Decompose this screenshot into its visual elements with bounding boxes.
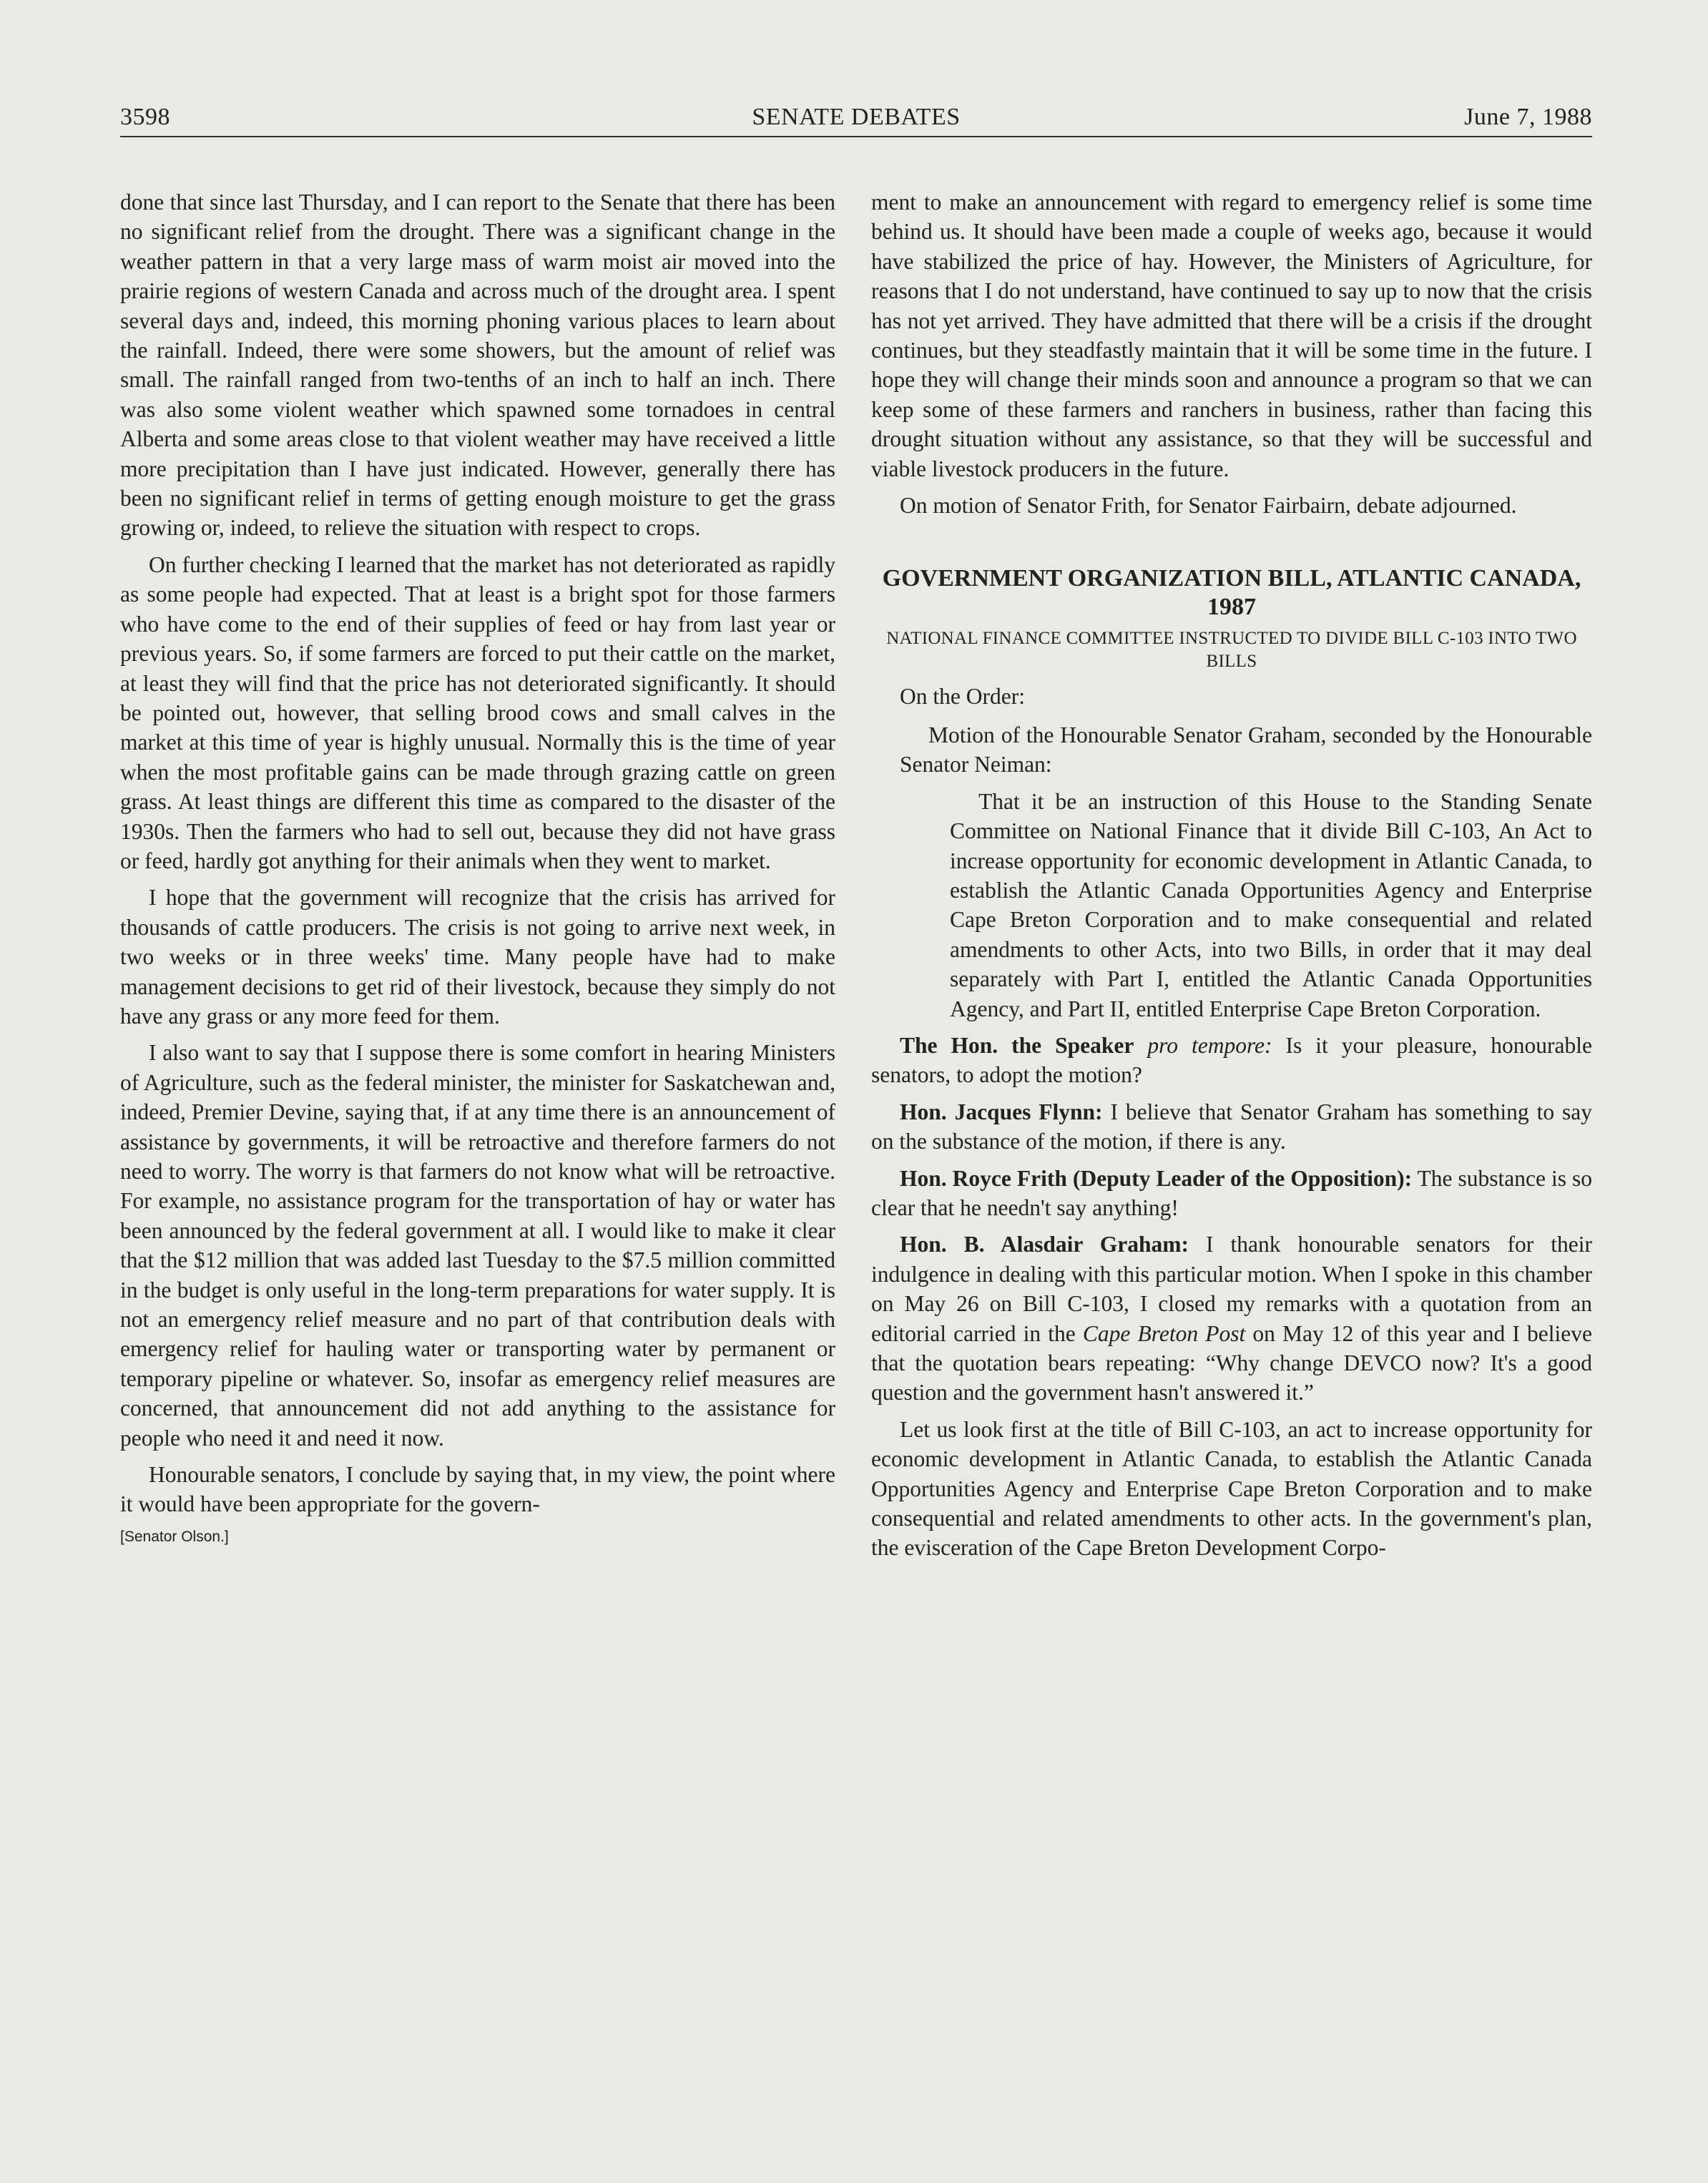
speech-speaker-pro-tempore: [871, 1031, 1592, 1090]
speaker-name: Hon. Royce Frith (Deputy Leader of the Opposition):: [900, 1165, 1413, 1191]
speaker-name: The Hon. the Speaker: [900, 1032, 1134, 1058]
speaker-name: Hon. Jacques Flynn:: [900, 1099, 1103, 1124]
order-line: On the Order:: [900, 684, 1025, 710]
speaker-footnote: [Senator Olson.]: [120, 1528, 229, 1545]
page-number: 3598: [120, 104, 170, 130]
speech-frith: [871, 1164, 1592, 1223]
publication-title: SENATE DEBATES: [752, 104, 961, 130]
speech-text: Is it your pleasure, honourable senators, to adopt the motion?: [871, 1032, 1593, 1088]
issue-date: June 7, 1988: [1464, 104, 1592, 130]
motion-text: That it be an instruction of this House to the Standing Senate Committee on National Finance that it divide Bill C-103, An Act to increase opportunity for economic development in Atlantic Canada, to establish the Atlantic Canada Opportunities Agency and Enterprise Cape Breton Corporation and to make consequential and related amendments to other Acts, into two Bills, in order that it may deal separately with Part I, entitled the Atlantic Canada Opportunities Agency, and Part II, entitled Enterprise Cape Breton Corporation.: [950, 788, 1592, 1021]
paragraph: ment to make an announcement with regard to emergency relief is some time behind us. It should have been made a couple of weeks ago, because it would have stabilized the price of hay. However, the Ministers of Agriculture, for reasons that I do not understand, have continued to say up to now that the crisis has not yet arrived. They have admitted that there will be a crisis if the drought continues, but they steadfastly maintain that it will be some time in the future. I hope they will change their minds soon and announce a program so that we can keep some of these farmers and ranchers in business, rather than facing this drought situation without any assistance, so that they will be successful and viable livestock producers in the future.: [871, 190, 1592, 481]
section-title: GOVERNMENT ORGANIZATION BILL, ATLANTIC CANADA, 1987: [882, 565, 1581, 621]
right-column: [871, 187, 1592, 1570]
paragraph: On further checking I learned that the market has not deteriorated as rapidly as some people had expected. That at least is a bright spot for those farmers who have come to the end of their supplies of feed or hay from last year or previous years. So, if some farmers are forced to put their cattle on the market, at least they will find that the price has not deteriorated significantly. It should be pointed out, however, that selling brood cows and small calves in the market at this time of year is highly unusual. Normally this is the time of year when the most profitable gains can be made through grazing cattle on green grass. At least things are different this time as compared to the disaster of the 1930s. Then the farmers who had to sell out, because they did not have grass or feed, hardly got anything for their animals when they went to market.: [120, 551, 835, 873]
speaker-name: Hon. B. Alasdair Graham:: [900, 1232, 1189, 1257]
paragraph: I also want to say that I suppose there is some comfort in hearing Ministers of Agriculture, such as the federal minister, the minister for Saskatchewan and, indeed, Premier Devine, saying that, if at any time there is an announcement of assistance by governments, it will be retroactive and therefore farmers do not need to worry. The worry is that farmers do not know what will be retroactive. For example, no assistance program for the transportation of hay or water has been announced by the federal government at all. I would like to make it clear that the $12 million that was added last Tuesday to the $7.5 million committed in the budget is only useful in the long-term preparations for water supply. It is not an emergency relief measure and no part of that contribution deals with emergency relief for hauling water or transporting water by permanent or temporary pipeline or whatever. So, insofar as emergency relief measures are concerned, that announcement did not add anything to the assistance for people who need it and need it now.: [120, 1040, 835, 1451]
speech-text: I believe that Senator Graham has something to say on the substance of the motion, if there is any.: [871, 1099, 1592, 1154]
speaker-title-italic: pro tempore:: [1147, 1032, 1272, 1058]
speech-text: The substance is so clear that he needn't say anything!: [871, 1165, 1592, 1220]
paragraph: I hope that the government will recognize that the crisis has arrived for thousands of cattle producers. The crisis is not going to arrive next week, in two weeks or in three weeks' time. Many people have had to make management decisions to get rid of their livestock, because they simply do not have any grass or any more feed for them.: [120, 885, 835, 1029]
newspaper-title: Cape Breton Post: [1082, 1320, 1246, 1346]
paragraph: Let us look first at the title of Bill C-103, an act to increase opportunity for economic development in Atlantic Canada, to establish the Atlantic Canada Opportunities Agency and Enterprise Cape Breton Corporation and to make consequential and related amendments to other acts. In the government's plan, the evisceration of the Cape Breton Development Corpo-: [871, 1416, 1592, 1561]
speech-text: on May 12 of this year and I believe that the quotation bears repeating: “Why change DEVCO now? It's a good question and the government hasn't answered it.”: [871, 1320, 1592, 1406]
speech-graham: [871, 1230, 1592, 1407]
paragraph: Honourable senators, I conclude by saying that, in my view, the point where it would have been appropriate for the govern-: [120, 1462, 835, 1517]
page-header: [120, 102, 1592, 137]
motion-intro: Motion of the Honourable Senator Graham, seconded by the Honourable Senator Neiman:: [900, 722, 1592, 777]
section-subtitle: NATIONAL FINANCE COMMITTEE INSTRUCTED TO DIVIDE BILL C-103 INTO TWO BILLS: [886, 629, 1577, 672]
speech-flynn: [871, 1097, 1592, 1157]
paragraph: On motion of Senator Frith, for Senator Fairbairn, debate adjourned.: [900, 493, 1517, 519]
paragraph: done that since last Thursday, and I can report to the Senate that there has been no significant relief from the drought. There was a significant change in the weather pattern in that a very large mass of warm moist air moved into the prairie regions of western Canada and across much of the drought area. I spent several days and, indeed, this morning phoning various places to learn about the rainfall. Indeed, there were some showers, but the amount of relief was small. The rainfall ranged from two-tenths of an inch to half an inch. There was also some violent weather which spawned some tornadoes in central Alberta and some areas close to that violent weather may have received a little more precipitation than I have just indicated. However, generally there has been no significant relief in terms of getting enough moisture to get the grass growing or, indeed, to relieve the situation with respect to crops.: [120, 190, 835, 541]
left-column: [120, 187, 835, 1548]
speech-text: I thank honourable senators for their indulgence in dealing with this particular motion. When I spoke in this chamber on May 26 on Bill C-103, I closed my remarks with a quotation from an editorial carried in the: [871, 1232, 1592, 1346]
